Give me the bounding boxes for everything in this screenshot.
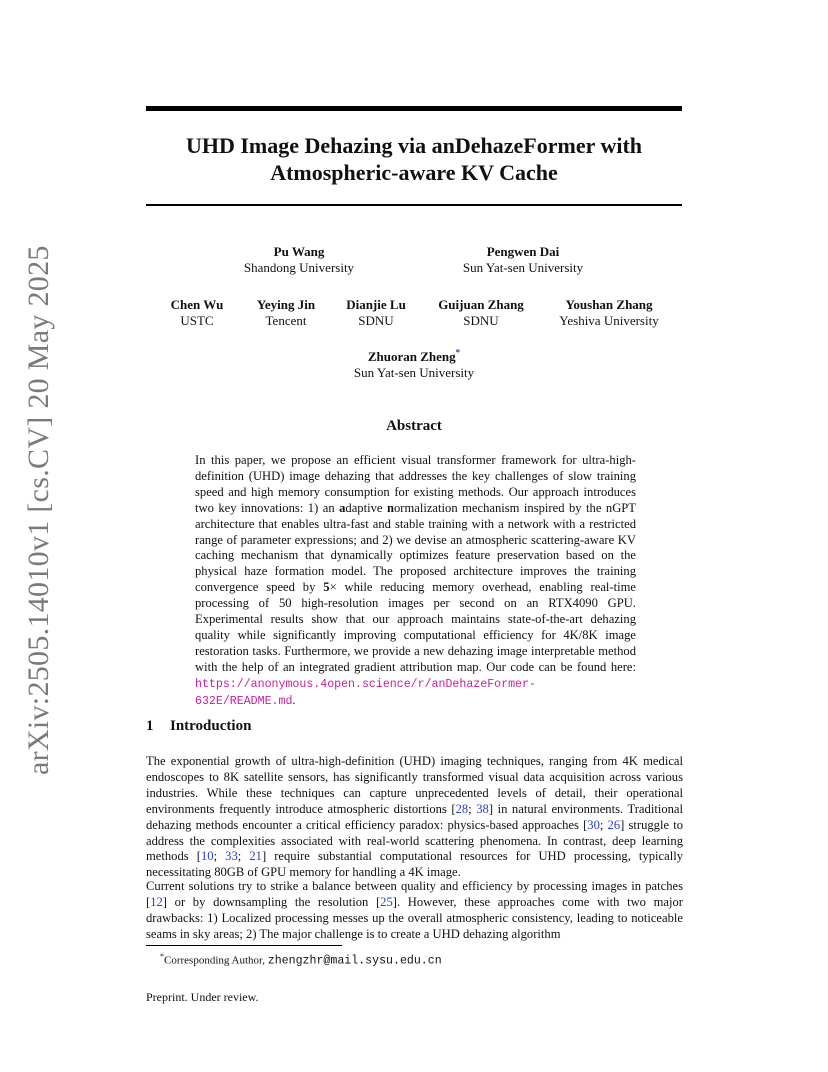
title-top-rule <box>146 106 682 111</box>
author-affiliation: Shandong University <box>243 260 355 275</box>
section-heading: 1 Introduction <box>146 718 252 734</box>
author-affiliation: USTC <box>180 313 214 328</box>
paragraph-text: ] in natural environments. Traditional dehazing methods encounter a critical efficiency paradox: physics-based approaches [ <box>146 801 683 832</box>
corresponding-mark: * <box>455 347 461 358</box>
author-block <box>433 297 529 329</box>
author-affiliation: Sun Yat-sen University <box>462 260 584 275</box>
citation-link[interactable]: 30 <box>587 817 600 832</box>
paragraph-text: ; <box>213 849 226 864</box>
citation-link[interactable]: 10 <box>200 849 214 864</box>
author-name: Yeying Jin <box>256 297 316 312</box>
paragraph-text: ; <box>237 849 250 864</box>
author-affiliation: Sun Yat-sen University <box>353 365 475 380</box>
title-bottom-rule <box>146 204 682 206</box>
paper-title <box>146 132 682 186</box>
paragraph-text: Current solutions try to strike a balance between quality and efficiency by processing images in patches [ <box>146 879 683 909</box>
author-block <box>554 297 664 329</box>
author-block <box>340 297 412 329</box>
author-name: Youshan Zhang <box>565 297 653 312</box>
arxiv-stamp: arXiv:2505.14010v1 [cs.CV] 20 May 2025 <box>22 245 55 775</box>
author-name: Dianjie Lu <box>346 297 406 312</box>
author-name: Chen Wu <box>170 297 224 312</box>
author-block <box>344 349 484 381</box>
author-affiliation: Yeshiva University <box>559 313 659 328</box>
author-email[interactable]: zhengzhr@mail.sysu.edu.cn <box>267 954 442 968</box>
paragraph-text: ; <box>599 817 608 832</box>
code-link[interactable]: https://anonymous.4open.science/r/anDehazeFormer-632E/README.md <box>195 677 536 708</box>
paragraph-text: The exponential growth of ultra-high-definition (UHD) imaging techniques, ranging from 4K medical endoscopes to 8K satellite sensors, has significantly transformed visual data acquisition across various industries. While these techniques can capture unprecedented levels of detail, their operational environments frequently introduce atmospheric distortions [ <box>146 754 683 816</box>
author-name: Zhuoran Zheng* <box>367 347 461 364</box>
paragraph-text: ; <box>468 801 477 816</box>
author-block <box>239 244 359 276</box>
citation-link[interactable]: 12 <box>150 894 163 909</box>
paragraph-text: ] require substantial computational resources for UHD processing, typically necessitating 80GB of GPU memory for handling a 4K image. <box>146 849 683 880</box>
author-name: Guijuan Zhang <box>438 297 524 312</box>
footnote: *Corresponding Author, zhengzhr@mail.sysu.edu.cn <box>160 952 442 968</box>
abstract-body: In this paper, we propose an efficient visual transformer framework for ultra-high-definition (UHD) image dehazing that addresses the key challenges of slow training speed and high memory consumption for existing methods. Our approach introduces two key innovations: 1) an adaptive normalization mechanism inspired by the nGPT architecture that enables ultra-fast and stable training with a network with a restricted range of parameter expressions; and 2) we devise an atmospheric scattering-aware KV caching mechanism that dynamically optimizes feature preservation based on the physical haze formation model. The proposed architecture improves the training convergence speed by 5× while reducing memory overhead, enabling real-time processing of 50 high-resolution images per second on an RTX4090 GPU. Experimental results show that our approach maintains state-of-the-art dehazing quality while significantly improving computational efficiency for 4K/8K image restoration tasks. Furthermore, we provide a new dehazing image interpretable method with the help of an integrated gradient attribution map. Our code can be found here: https://anonymous.4open.science/r/anDehazeFormer-632E/README.md. <box>195 453 636 708</box>
author-block <box>248 297 324 329</box>
citation-link[interactable]: 38 <box>476 801 489 816</box>
author-name: Pu Wang <box>273 244 325 259</box>
intro-paragraph-1 <box>146 754 683 881</box>
author-affiliation: Tencent <box>265 313 307 328</box>
title-line-2: Atmospheric-aware KV Cache <box>270 160 558 185</box>
intro-paragraph-2 <box>146 879 683 943</box>
citation-link[interactable]: 26 <box>607 817 621 832</box>
paragraph-text: ]. However, these approaches come with two major drawbacks: 1) Localized processing messes up the overall atmospheric consistency, leading to noticeable seams in sky areas; 2) The major challenge is to create a UHD dehazing algorithm <box>146 894 683 941</box>
author-affiliation: SDNU <box>463 313 499 328</box>
author-block <box>162 297 232 329</box>
title-line-1: UHD Image Dehazing via anDehazeFormer with <box>185 133 643 158</box>
author-block <box>458 244 588 276</box>
abstract-heading: Abstract <box>386 418 442 434</box>
citation-link[interactable]: 33 <box>225 849 238 864</box>
page-footer: Preprint. Under review. <box>146 990 259 1004</box>
paragraph-text: ] or by downsampling the resolution [ <box>162 894 381 909</box>
citation-link[interactable]: 21 <box>249 849 262 864</box>
citation-link[interactable]: 25 <box>380 894 393 909</box>
citation-link[interactable]: 28 <box>455 801 469 816</box>
paragraph-text: ] struggle to address the complexities associated with real-world scattering phenomena. In contrast, deep learning methods [ <box>146 817 683 864</box>
footnote-rule <box>146 945 342 946</box>
author-name: Pengwen Dai <box>486 244 560 259</box>
author-affiliation: SDNU <box>358 313 394 328</box>
